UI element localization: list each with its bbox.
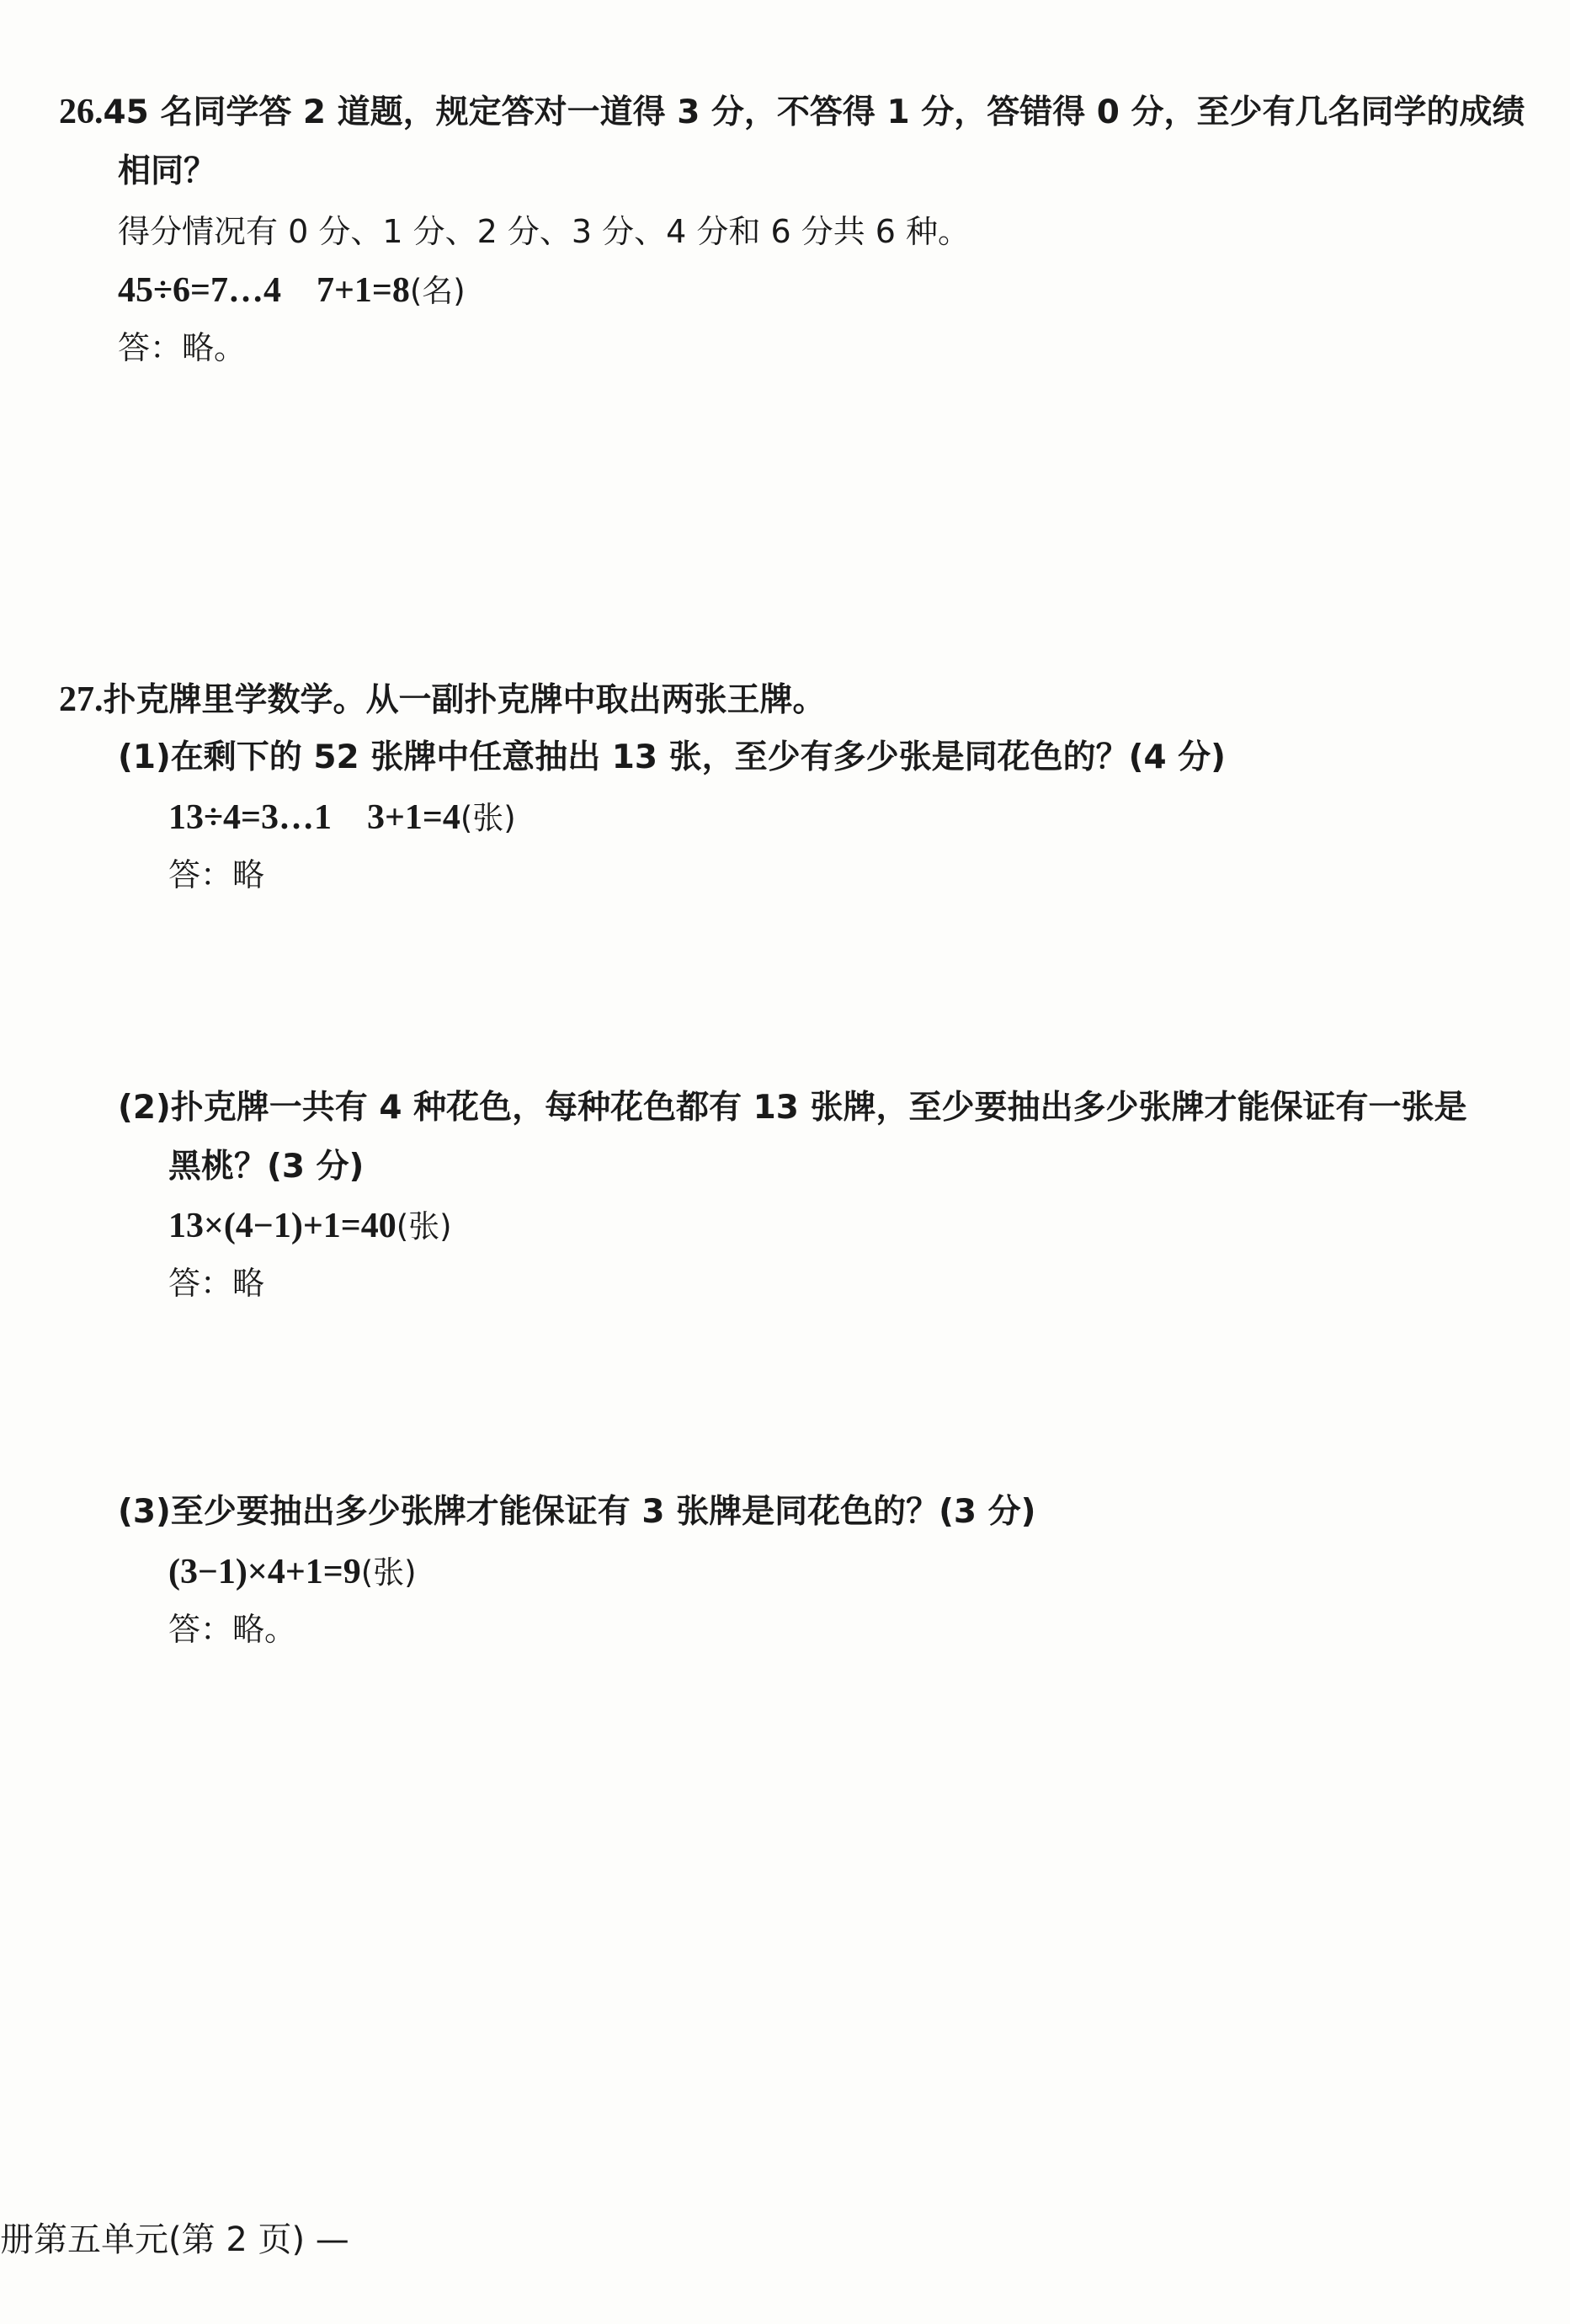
q26-equation-line xyxy=(118,273,466,308)
q27-part1-equation: 13÷4=3…1 3+1=4 xyxy=(168,798,460,837)
q27-part1-equation-unit: (张) xyxy=(460,800,516,836)
q27-part3-equation-unit: (张) xyxy=(360,1554,417,1591)
q27-part1-answer: 答：略 xyxy=(168,856,265,893)
q26-analysis: 得分情况有 0 分、1 分、2 分、3 分、4 分和 6 分共 6 种。 xyxy=(118,213,971,250)
q27-part2-equation: 13×(4−1)+1=40 xyxy=(168,1207,396,1245)
q26-line1 xyxy=(59,94,1525,130)
page-footer: 册第五单元(第 2 页) — xyxy=(0,2220,349,2259)
q27-part2-equation-unit: (张) xyxy=(396,1208,452,1245)
q27-part3-equation: (3−1)×4+1=9 xyxy=(168,1553,361,1591)
q26-question-text: 45 名同学答 2 道题，规定答对一道得 3 分，不答得 1 分，答错得 0 分，至少有几名同学的成绩 xyxy=(103,93,1525,131)
q27-part1-equation-line xyxy=(168,800,516,835)
q27-part3-answer: 答：略。 xyxy=(168,1611,297,1648)
q27-part1-text: (1)在剩下的 52 张牌中任意抽出 13 张，至少有多少张是同花色的？(4 分) xyxy=(118,738,1227,776)
q27-intro: 扑克牌里学数学。从一副扑克牌中取出两张王牌。 xyxy=(103,681,826,719)
q27-part2-answer: 答：略 xyxy=(168,1265,265,1302)
q27-part3-equation-line xyxy=(168,1554,417,1590)
q27-number: 27. xyxy=(59,680,104,719)
q26-number: 26. xyxy=(59,93,104,131)
q26-answer: 答：略。 xyxy=(118,329,247,366)
q27-part2-text-line1: (2)扑克牌一共有 4 种花色，每种花色都有 13 张牌，至少要抽出多少张牌才能保证有一张是 xyxy=(118,1089,1467,1127)
q27-line1 xyxy=(59,682,826,717)
q26-question-text-line2: 相同？ xyxy=(118,152,217,190)
q27-part2-text-line2: 黑桃？(3 分) xyxy=(168,1148,365,1186)
q26-equation: 45÷6=7…4 7+1=8 xyxy=(118,271,410,310)
q27-part2-equation-line xyxy=(168,1208,452,1244)
q26-equation-unit: (名) xyxy=(409,273,466,309)
q27-part3-text: (3)至少要抽出多少张牌才能保证有 3 张牌是同花色的？(3 分) xyxy=(118,1493,1036,1531)
